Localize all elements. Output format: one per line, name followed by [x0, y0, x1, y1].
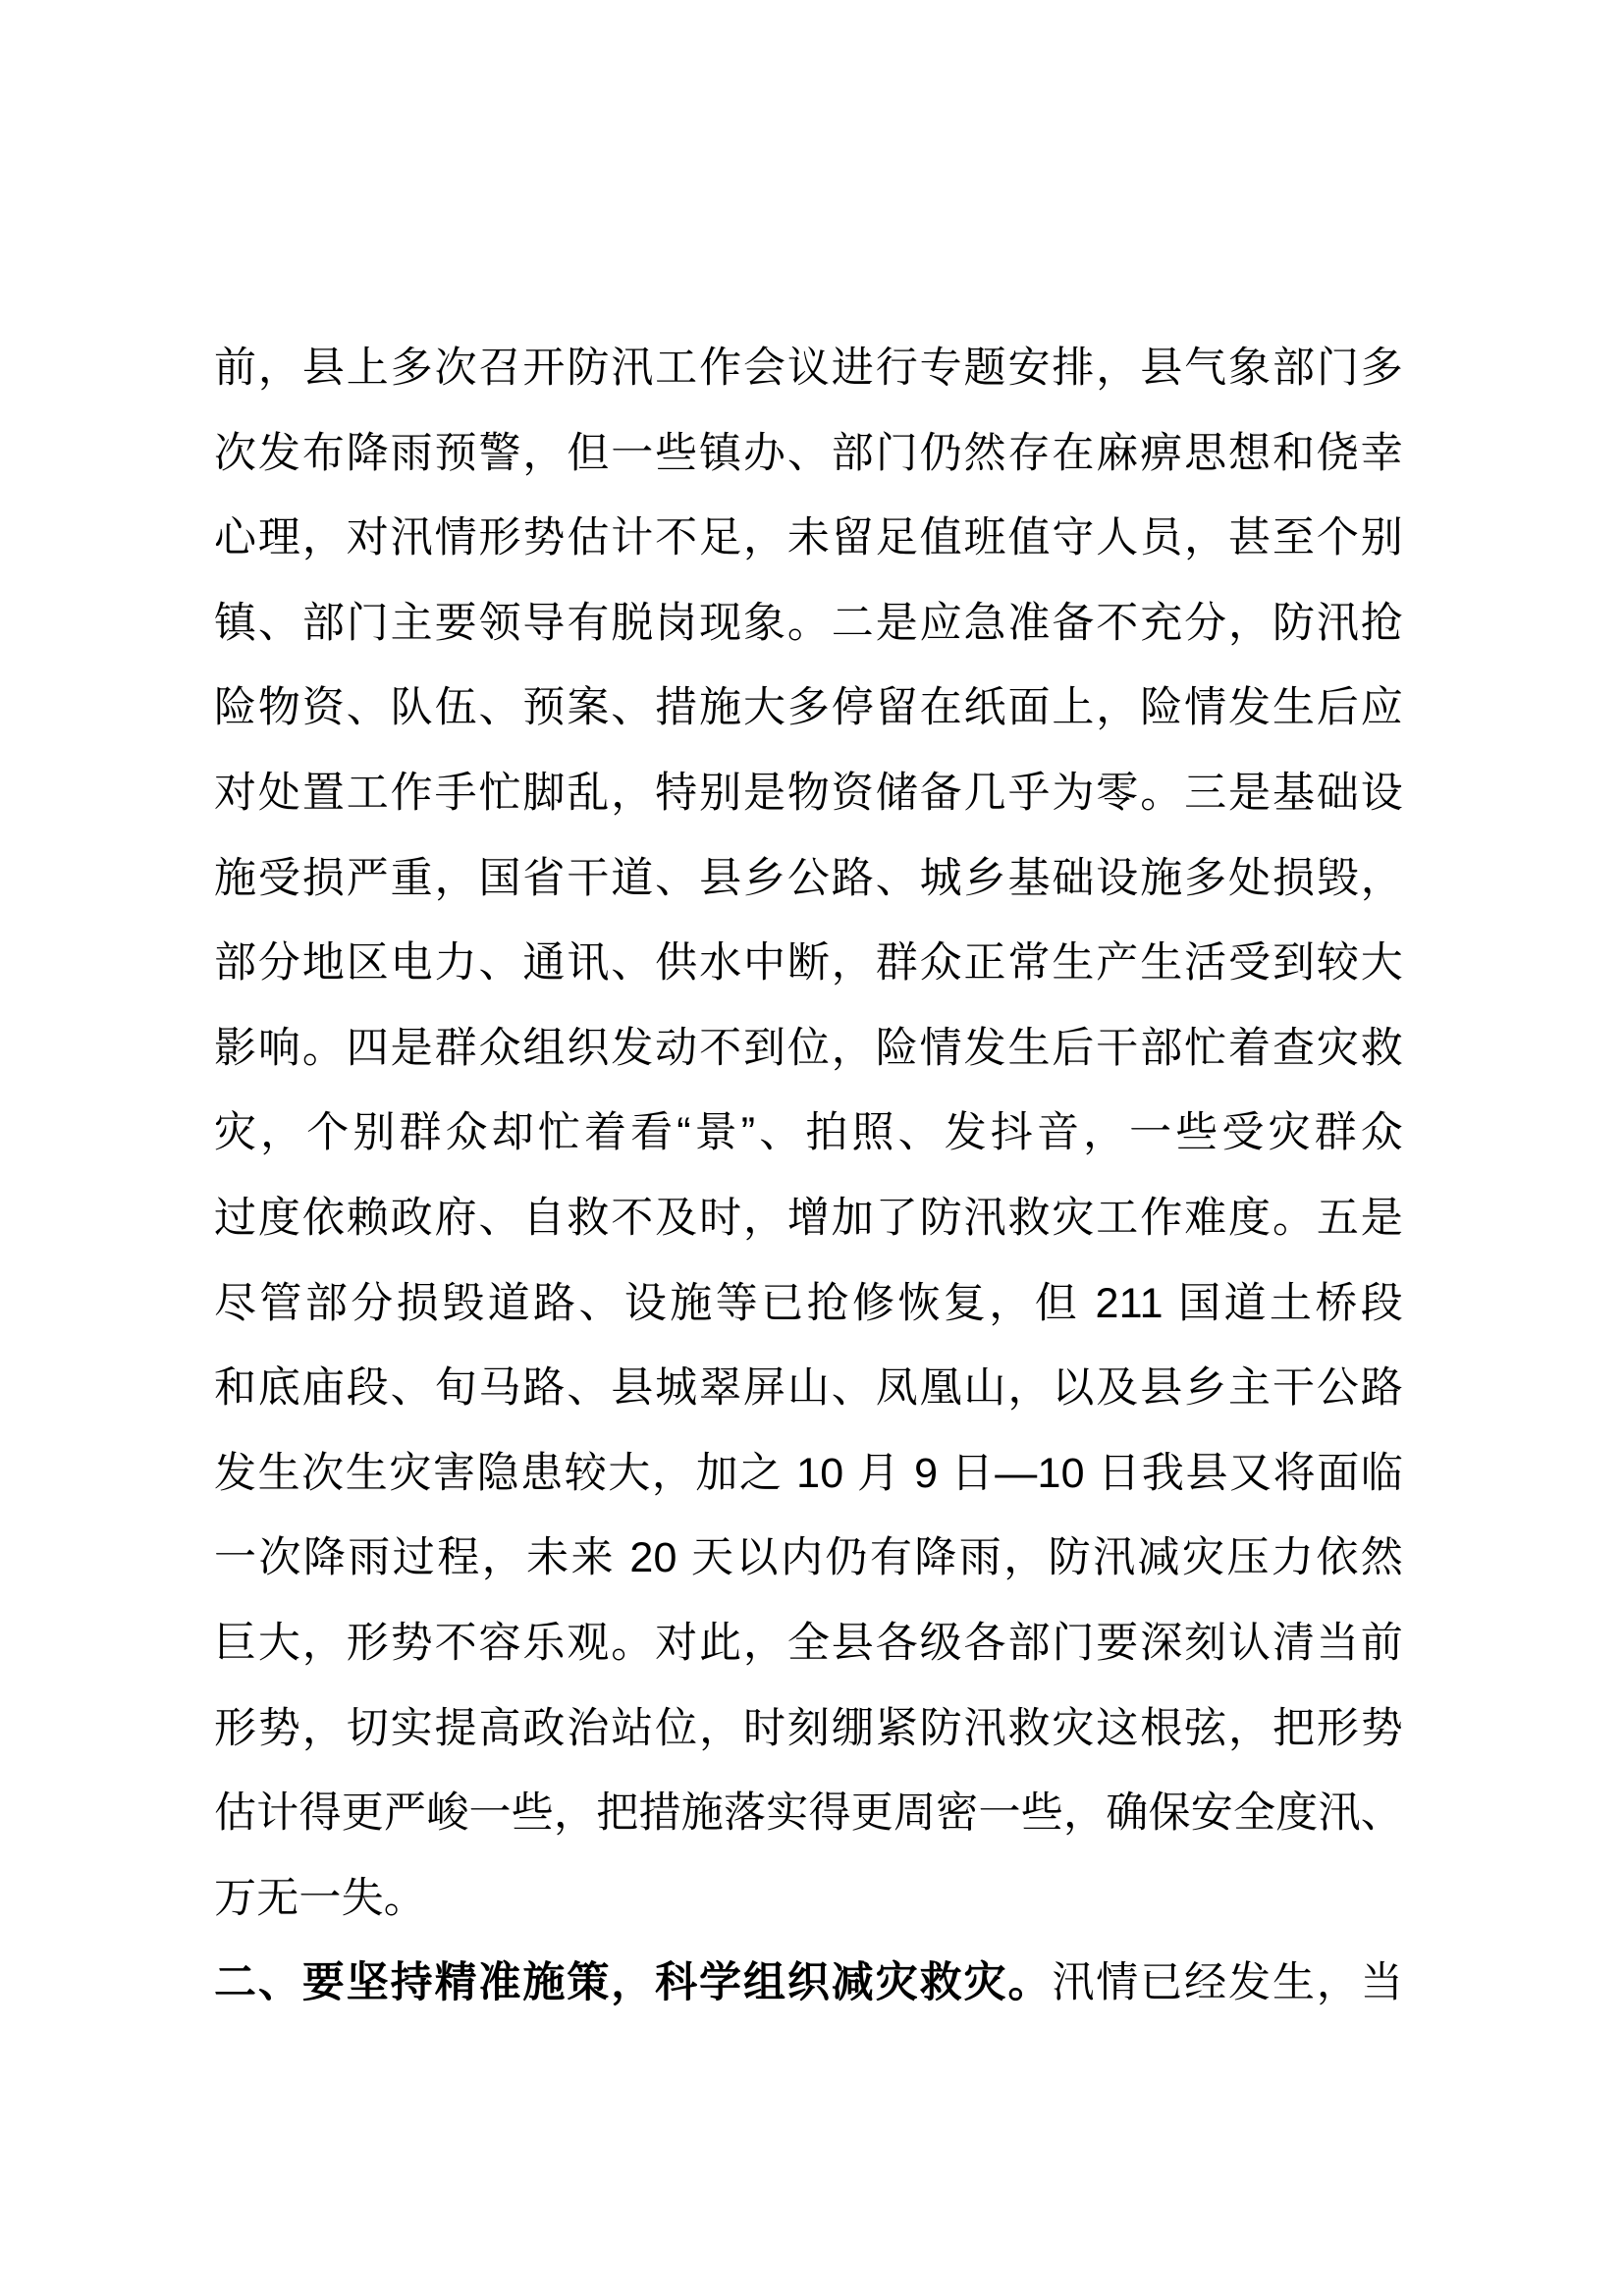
document-line: 尽管部分损毁道路、设施等已抢修恢复，但 211 国道土桥段 — [214, 1279, 1403, 1327]
document-line-paragraph-two-start — [214, 1941, 1403, 2026]
document-line: 心理，对汛情形势估计不足，未留足值班值守人员，甚至个别 — [214, 514, 1403, 562]
document-line: 和底庙段、旬马路、县城翠屏山、凤凰山，以及县乡主干公路 — [214, 1364, 1403, 1413]
document-line: 估计得更严峻一些，把措施落实得更周密一些，确保安全度汛、 — [214, 1789, 1403, 1838]
document-line: 巨大，形势不容乐观。对此，全县各级各部门要深刻认清当前 — [214, 1619, 1403, 1667]
document-line: 次发布降雨预警，但一些镇办、部门仍然存在麻痹思想和侥幸 — [214, 429, 1403, 477]
document-line: 形势，切实提高政治站位，时刻绷紧防汛救灾这根弦，把形势 — [214, 1704, 1403, 1752]
paragraph-two-body-start: 汛情已经发生，当 — [1052, 1959, 1403, 2007]
document-line: 施受损严重，国省干道、县乡公路、城乡基础设施多处损毁， — [214, 854, 1403, 902]
document-line: 灾，个别群众却忙着看“景”、拍照、发抖音，一些受灾群众 — [214, 1109, 1403, 1157]
document-line: 对处置工作手忙脚乱，特别是物资储备几乎为零。三是基础设 — [214, 769, 1403, 817]
document-text-block — [214, 326, 1403, 2026]
document-line: 影响。四是群众组织发动不到位，险情发生后干部忙着查灾救 — [214, 1024, 1403, 1072]
document-line-paragraph-end: 万无一失。 — [214, 1874, 426, 1922]
document-line: 一次降雨过程，未来 20 天以内仍有降雨，防汛减灾压力依然 — [214, 1534, 1403, 1582]
paragraph-two-bold-heading: 二、要坚持精准施策，科学组织减灾救灾。 — [214, 1959, 1053, 2007]
document-line: 过度依赖政府、自救不及时，增加了防汛救灾工作难度。五是 — [214, 1194, 1403, 1242]
document-line: 发生次生灾害隐患较大，加之 10 月 9 日—10 日我县又将面临 — [214, 1449, 1403, 1497]
document-line: 前，县上多次召开防汛工作会议进行专题安排，县气象部门多 — [214, 345, 1403, 392]
document-line: 部分地区电力、通讯、供水中断，群众正常生产生活受到较大 — [214, 939, 1403, 988]
document-line: 镇、部门主要领导有脱岗现象。二是应急准备不充分，防汛抢 — [214, 599, 1403, 647]
document-line: 险物资、队伍、预案、措施大多停留在纸面上，险情发生后应 — [214, 684, 1403, 732]
